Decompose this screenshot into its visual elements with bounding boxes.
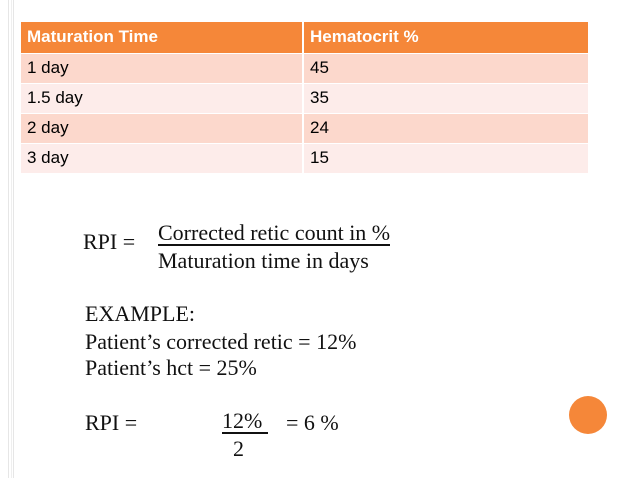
header-maturation-time: Maturation Time (21, 22, 303, 53)
numerator-text: Corrected retic count in % (158, 220, 391, 245)
cell-hematocrit: 15 (303, 143, 588, 173)
example-rpi-denominator: 2 (233, 436, 244, 461)
table-row (21, 113, 588, 143)
table-header-row (21, 22, 588, 53)
rpi-formula-denominator: Maturation time in days (158, 248, 369, 273)
rpi-formula-lhs: RPI = (83, 229, 136, 254)
example-heading: EXAMPLE: (85, 301, 195, 326)
table-row (21, 83, 588, 113)
example-hct: Patient’s hct = 25% (85, 355, 257, 380)
cell-maturation-time: 1 day (21, 53, 303, 83)
left-decorative-rail (8, 0, 14, 478)
cell-hematocrit: 35 (303, 83, 588, 113)
maturation-time-table (21, 22, 588, 174)
example-numerator-text: 12% (222, 410, 268, 434)
cell-hematocrit: 45 (303, 53, 588, 83)
accent-circle (569, 396, 607, 434)
table-row (21, 143, 588, 173)
header-hematocrit: Hematocrit % (303, 22, 588, 53)
example-rpi-lhs: RPI = (85, 410, 138, 435)
example-rpi-result: = 6 % (286, 410, 339, 435)
cell-maturation-time: 2 day (21, 113, 303, 143)
rpi-formula-numerator (158, 220, 390, 246)
cell-maturation-time: 3 day (21, 143, 303, 173)
table-row (21, 53, 588, 83)
example-rpi-numerator (222, 408, 268, 434)
cell-maturation-time: 1.5 day (21, 83, 303, 113)
example-corrected-retic: Patient’s corrected retic = 12% (85, 329, 357, 354)
cell-hematocrit: 24 (303, 113, 588, 143)
